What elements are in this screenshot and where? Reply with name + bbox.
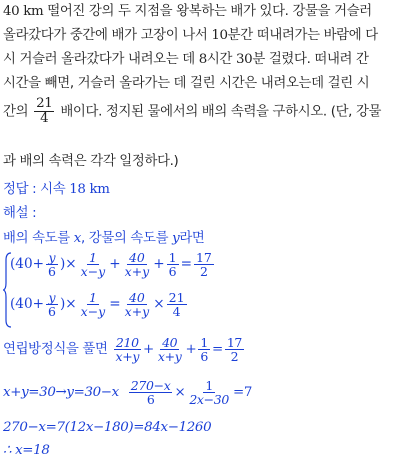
problem-line-2	[3, 24, 378, 43]
answer-line	[3, 178, 110, 197]
problem-text: 시 거슬러 올라갔다가 내려오는 데	[3, 52, 199, 67]
equation-1: (40+ $\frac{y}{6}$ )× $\frac{1}{x-y}$ + $\frac{40}{x+y}$ + $\frac{1}{6}$ = $\frac{17}{2}$	[10, 250, 212, 280]
variables-line: 배의 속도를 x, 강물의 속도를 y라면	[3, 231, 205, 246]
problem-text: 떨어진 강의 두 지점을 왕복하는 배가 있다. 강물을 거슬러	[43, 4, 372, 19]
minutes-value: 10	[211, 28, 228, 43]
problem-text: 올라갔다가 중간에 배가 고장이 나서	[3, 28, 212, 43]
problem-text: 과 배의 속력은 각각 일정하다.)	[3, 154, 179, 169]
problem-text: 간의	[3, 104, 33, 120]
solve-label: 연립방정식을 풀면	[3, 342, 112, 358]
answer-label: 정답 : 시속	[3, 182, 70, 197]
problem-line-5	[3, 97, 381, 126]
distance-value: 40 km	[3, 4, 44, 19]
step-3: ∴ x=18	[3, 443, 50, 458]
hours-value: 8	[198, 52, 207, 67]
problem-text: 분간 떠내려가는 바람에 다	[227, 28, 378, 43]
problem-line-6	[3, 150, 178, 169]
problem-text: 시간	[206, 52, 236, 67]
problem-line-3	[3, 48, 369, 67]
ratio-fraction: $\frac{21}{4}$	[36, 96, 53, 127]
problem-line-1	[3, 0, 372, 19]
problem-text: 배이다. 정지된 물에서의 배의 속력을 구하시오. (단, 강물	[56, 104, 382, 120]
equation-2: (40+ $\frac{y}{6}$ )× $\frac{1}{x-y}$ = $\frac{40}{x+y}$ × $\frac{21}{4}$	[10, 290, 185, 320]
minutes-value: 30	[235, 52, 253, 67]
solution-label: 해설 :	[3, 206, 37, 221]
step-2: 270−x=7(12x−180)=84x−1260	[3, 420, 212, 435]
problem-text: 분 걸렸다. 떠내려 간	[252, 52, 369, 67]
problem-text: 시간을 빼면, 거슬러 올라가는 데 걸린 시간은 내려오는데 걸린 시	[3, 76, 370, 91]
answer-value: 18 km	[69, 182, 110, 197]
step-1: x+y=30→y=30−x $\frac{270-x}{6}$ × $\frac{1}{2x-30}$ =7	[3, 378, 252, 408]
solve-line: 연립방정식을 풀면 $\frac{210}{x+y}$ + $\frac{40}{x+y}$ + $\frac{1}{6}$ = $\frac{17}{2}$	[3, 335, 243, 365]
problem-line-4	[3, 72, 369, 91]
